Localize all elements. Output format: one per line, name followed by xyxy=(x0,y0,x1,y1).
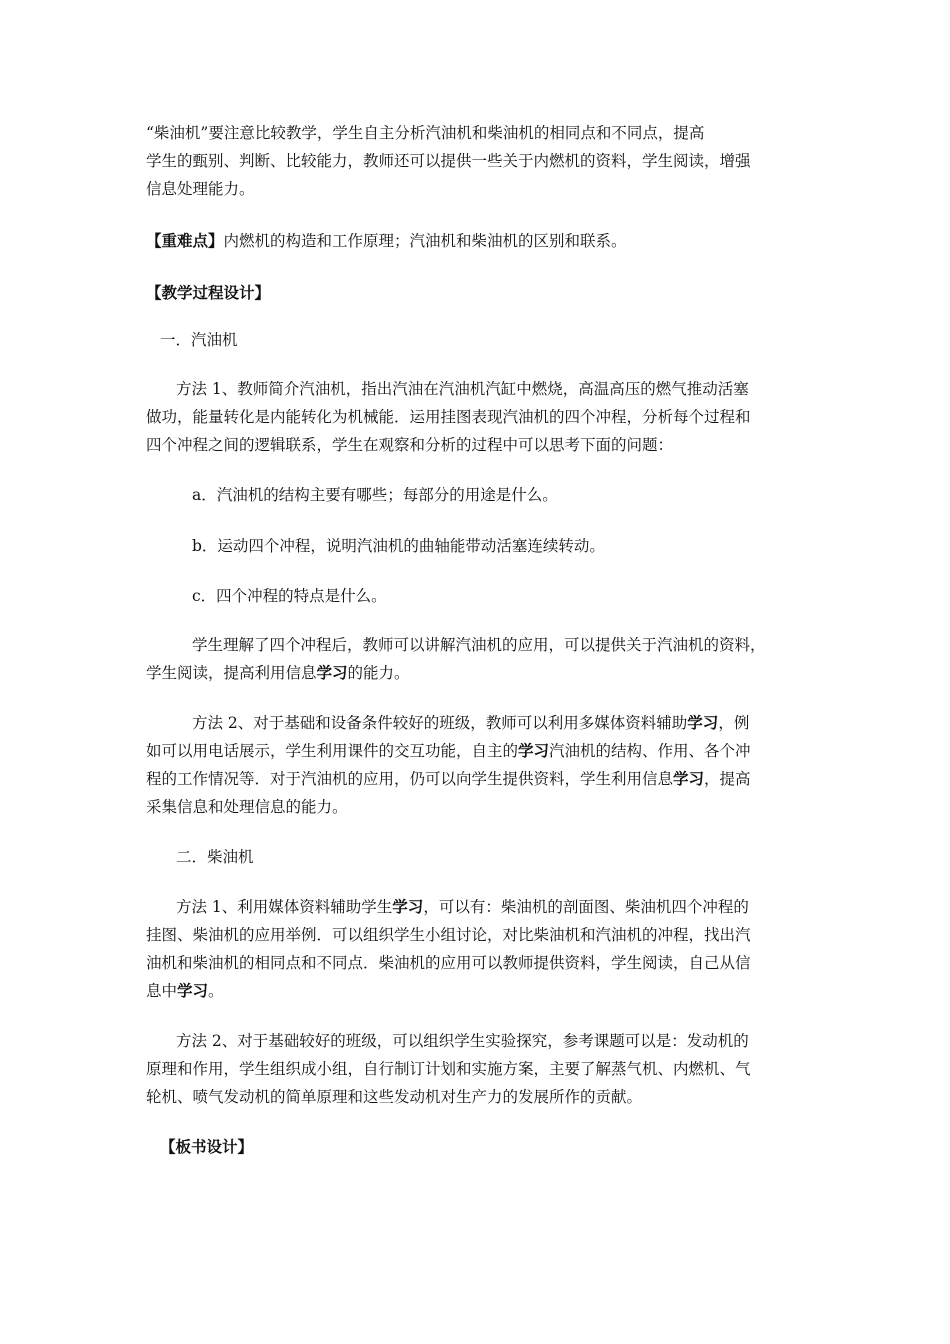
text-span: 方法 2、对于基础和设备条件较好的班级，教师可以利用多媒体资料辅助 xyxy=(192,714,688,732)
s1-method2-line-1 xyxy=(192,713,749,733)
s1-method1-line-2: 做功，能量转化是内能转化为机械能．运用挂图表现汽油机的四个冲程，分析每个过程和 xyxy=(146,408,751,426)
key-points-paragraph xyxy=(146,231,627,251)
s2-method1-line-3: 油机和柴油机的相同点和不同点．柴油机的应用可以教师提供资料，学生阅读，自己从信 xyxy=(146,954,751,972)
bold-keyword: 学习 xyxy=(316,663,348,682)
question-a: a．汽油机的结构主要有哪些；每部分的用途是什么。 xyxy=(192,486,558,504)
process-heading: 【教学过程设计】 xyxy=(146,283,271,302)
text-span: 程的工作情况等．对于汽油机的应用，仍可以向学生提供资料，学生利用信息 xyxy=(146,770,674,788)
board-design-heading: 【板书设计】 xyxy=(160,1137,254,1156)
intro-line-1: “柴油机”要注意比较教学，学生自主分析汽油机和柴油机的相同点和不同点，提高 xyxy=(146,124,705,142)
s2-method2-line-1: 方法 2、对于基础较好的班级，可以组织学生实验探究，参考课题可以是：发动机的 xyxy=(176,1032,749,1050)
key-points-text: 内燃机的构造和工作原理；汽油机和柴油机的区别和联系。 xyxy=(223,232,627,250)
s2-method1-line-1 xyxy=(176,897,749,917)
text-span: 方法 1、利用媒体资料辅助学生 xyxy=(176,898,393,916)
question-c: c．四个冲程的特点是什么。 xyxy=(192,587,387,605)
text-span: 息中 xyxy=(146,982,178,1000)
bold-keyword: 学习 xyxy=(392,897,424,916)
s1-method1-line-1: 方法 1、教师简介汽油机，指出汽油在汽油机汽缸中燃烧，高温高压的燃气推动活塞 xyxy=(176,380,749,398)
s1-method2-line-4: 采集信息和处理信息的能力。 xyxy=(146,798,348,816)
s2-method2-line-3: 轮机、喷气发动机的简单原理和这些发动机对生产力的发展所作的贡献。 xyxy=(146,1088,643,1106)
bold-keyword: 学习 xyxy=(518,741,550,760)
bold-keyword: 学习 xyxy=(687,713,719,732)
s1-summary-line-1: 学生理解了四个冲程后，教师可以讲解汽油机的应用，可以提供关于汽油机的资料， xyxy=(192,636,766,654)
text-span: ，例 xyxy=(718,714,750,732)
section1-heading: 一．汽油机 xyxy=(160,331,238,349)
key-points-label: 【重难点】 xyxy=(146,231,224,250)
text-span: 的能力。 xyxy=(347,664,410,682)
text-span: 。 xyxy=(208,982,224,1000)
intro-line-3: 信息处理能力。 xyxy=(146,180,255,198)
s2-method2-line-2: 原理和作用，学生组织成小组，自行制订计划和实施方案，主要了解蒸气机、内燃机、气 xyxy=(146,1060,751,1078)
text-span: ，提高 xyxy=(704,770,751,788)
bold-keyword: 学习 xyxy=(673,769,705,788)
s2-method1-line-2: 挂图、柴油机的应用举例．可以组织学生小组讨论，对比柴油机和汽油机的冲程，找出汽 xyxy=(146,926,751,944)
s1-method1-line-3: 四个冲程之间的逻辑联系，学生在观察和分析的过程中可以思考下面的问题： xyxy=(146,436,674,454)
text-span: 学生阅读，提高利用信息 xyxy=(146,664,317,682)
question-b: b．运动四个冲程，说明汽油机的曲轴能带动活塞连续转动。 xyxy=(192,537,605,555)
text-span: ，可以有：柴油机的剖面图、柴油机四个冲程的 xyxy=(423,898,749,916)
s1-method2-line-2 xyxy=(146,741,751,761)
intro-line-2: 学生的甄别、判断、比较能力，教师还可以提供一些关于内燃机的资料，学生阅读，增强 xyxy=(146,152,751,170)
section2-heading: 二．柴油机 xyxy=(176,848,254,866)
s1-method2-line-3 xyxy=(146,769,751,789)
s1-summary-line-2 xyxy=(146,663,410,683)
bold-keyword: 学习 xyxy=(177,981,209,1000)
text-span: 汽油机的结构、作用、各个冲 xyxy=(549,742,751,760)
text-span: 如可以用电话展示，学生利用课件的交互功能，自主的 xyxy=(146,742,519,760)
s2-method1-line-4 xyxy=(146,981,224,1001)
